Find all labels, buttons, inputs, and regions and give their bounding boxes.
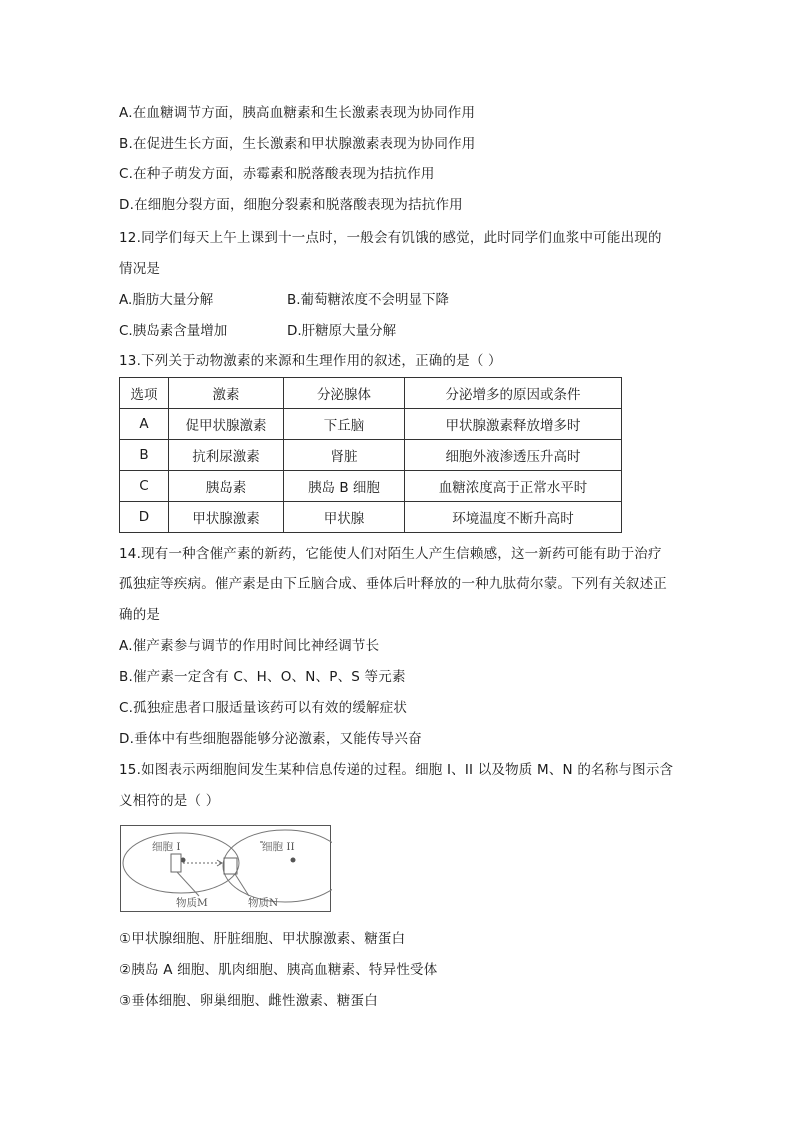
table-cell: A (120, 409, 169, 440)
table-row (120, 471, 622, 502)
q13-stem: 13.下列关于动物激素的来源和生理作用的叙述，正确的是（ ） (119, 353, 502, 369)
table-cell: B (120, 440, 169, 471)
q15-stem-line1: 15.如图表示两细胞间发生某种信息传递的过程。细胞 I、II 以及物质 M、N 的名称与图示含 (119, 762, 674, 778)
prev-option-c: C.在种子萌发方面，赤霉素和脱落酸表现为拮抗作用 (119, 166, 435, 182)
table-cell: 抗利尿激素 (169, 440, 284, 471)
table-cell: D (120, 502, 169, 533)
table-cell: 血糖浓度高于正常水平时 (405, 471, 622, 502)
substance-n-label: 物质N (248, 897, 279, 909)
table-row (120, 502, 622, 533)
table-header-cell: 激素 (169, 378, 284, 409)
cell-2-nucleus (291, 858, 296, 863)
n-leader-line (235, 874, 249, 896)
table-cell: 下丘脑 (284, 409, 405, 440)
q14-stem-line3: 确的是 (119, 607, 161, 623)
table-cell: 细胞外液渗透压升高时 (405, 440, 622, 471)
prev-option-d: D.在细胞分裂方面，细胞分裂素和脱落酸表现为拮抗作用 (119, 197, 463, 213)
table-header-row (120, 378, 622, 409)
table-header-cell: 分泌增多的原因或条件 (405, 378, 622, 409)
table-header-cell: 选项 (120, 378, 169, 409)
q14-option-b: B.催产素一定含有 C、H、O、N、P、S 等元素 (119, 669, 406, 685)
q12-stem-line2: 情况是 (119, 261, 161, 277)
q15-choice-3: ③垂体细胞、卵巢细胞、雌性激素、糖蛋白 (119, 993, 378, 1009)
table-cell: 胰岛 B 细胞 (284, 471, 405, 502)
table-cell: 甲状腺激素 (169, 502, 284, 533)
table-cell: 肾脏 (284, 440, 405, 471)
prev-option-a: A.在血糖调节方面，胰高血糖素和生长激素表现为协同作用 (119, 105, 476, 121)
table-cell: 环境温度不断升高时 (405, 502, 622, 533)
table-cell: 胰岛素 (169, 471, 284, 502)
cell-2-label: 细胞 II (262, 841, 295, 853)
table-cell: C (120, 471, 169, 502)
q15-stem-line2: 义相符的是（ ） (119, 793, 220, 809)
q14-stem-line2: 孤独症等疾病。催产素是由下丘脑合成、垂体后叶释放的一种九肽荷尔蒙。下列有关叙述正 (119, 576, 667, 592)
cell-1-label: 细胞 I (152, 841, 181, 853)
q12-option-a: A.脂肪大量分解 (119, 292, 214, 308)
substance-m-label: 物质M (176, 897, 208, 909)
q12-option-d: D.肝糖原大量分解 (287, 323, 397, 339)
q13-table (119, 377, 622, 533)
table-cell: 甲状腺激素释放增多时 (405, 409, 622, 440)
q12-option-c: C.胰岛素含量增加 (119, 323, 228, 339)
substance-n-shape (224, 858, 237, 874)
q14-option-c: C.孤独症患者口服适量该药可以有效的缓解症状 (119, 700, 408, 716)
q15-choice-2: ②胰岛 A 细胞、肌肉细胞、胰高血糖素、特异性受体 (119, 962, 438, 978)
table-cell: 促甲状腺激素 (169, 409, 284, 440)
q12-options-row2 (119, 321, 396, 341)
substance-m-shape (171, 854, 181, 872)
cell-signaling-diagram (120, 825, 331, 912)
prev-option-b: B.在促进生长方面，生长激素和甲状腺激素表现为协同作用 (119, 136, 476, 152)
table-row (120, 440, 622, 471)
q14-option-d: D.垂体中有些细胞器能够分泌激素，又能传导兴奋 (119, 731, 422, 747)
q12-stem-line1: 12.同学们每天上午上课到十一点时，一般会有饥饿的感觉，此时同学们血浆中可能出现的 (119, 230, 662, 246)
q15-choice-1: ①甲状腺细胞、肝脏细胞、甲状腺激素、糖蛋白 (119, 931, 406, 947)
q14-option-a: A.催产素参与调节的作用时间比神经调节长 (119, 638, 380, 654)
q14-stem-line1: 14.现有一种含催产素的新药，它能使人们对陌生人产生信赖感，这一新药可能有助于治疗 (119, 546, 662, 562)
table-cell: 甲状腺 (284, 502, 405, 533)
table-row (120, 409, 622, 440)
q12-option-b: B.葡萄糖浓度不会明显下降 (287, 292, 450, 308)
q12-options-row1 (119, 290, 449, 310)
table-header-cell: 分泌腺体 (284, 378, 405, 409)
